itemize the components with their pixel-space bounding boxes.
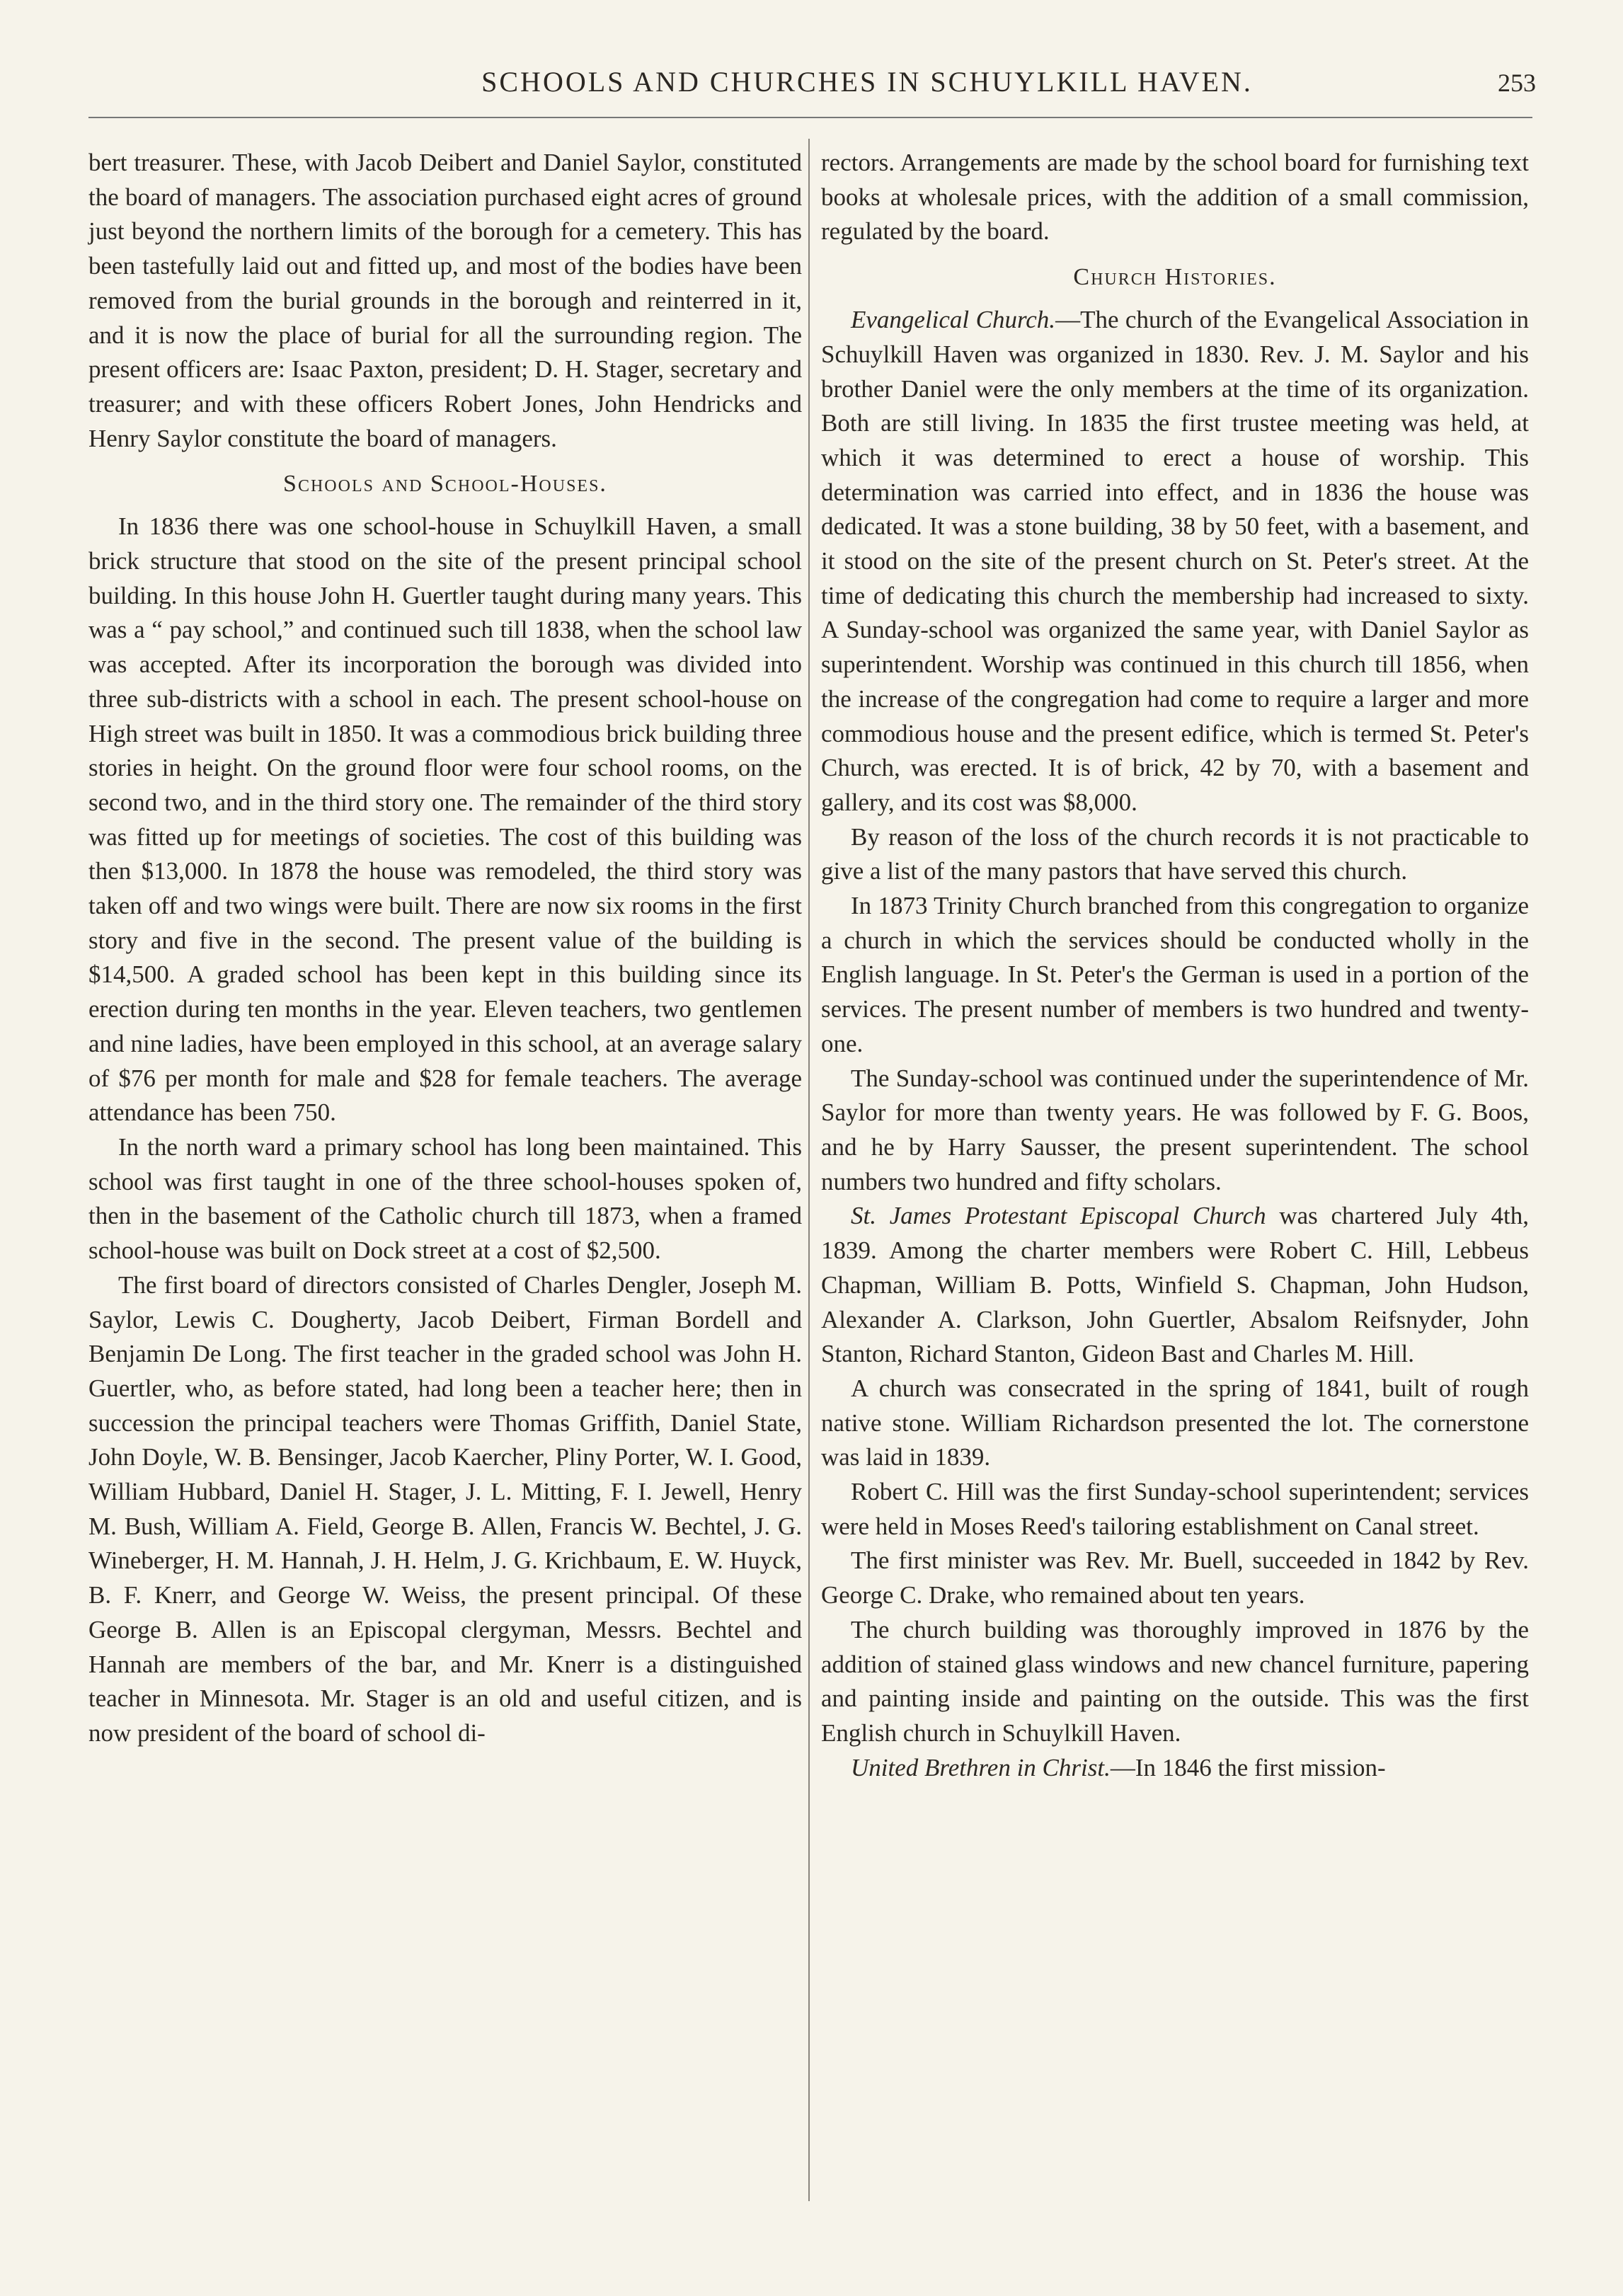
paragraph: bert treasurer. These, with Jacob Deibert and Daniel Saylor, constituted the board of managers. The association purchased eight acres of ground just beyond the northern limits of the borough for a cemetery. This has been tastefully laid out and fitted up, and most of the bodies have been removed from the burial grounds in the borough and reinterred in it, and it is now the place of burial for all the surrounding region. The present officers are: Isaac Paxton, president; D. H. Stager, secretary and treasurer; and with these officers Robert Jones, John Hendricks and Henry Saylor constitute the board of managers. [88,149,802,452]
paragraph: The church building was thoroughly improved in 1876 by the addition of stained glass windows and new chancel furniture, papering and painting inside and painting on the outside. This was the first English church in Schuylkill Haven. [821,1615,1529,1747]
paragraph: The first board of directors consisted of Charles Dengler, Joseph M. Saylor, Lewis C. Dougherty, Jacob Deibert, Firman Bordell and Benjamin De Long. The first teacher in the graded school was John H. Guertler, who, as before stated, had long been a teacher here; then in succession the principal teachers were Thomas Griffith, Daniel State, John Doyle, W. B. Bensinger, Jacob Kaercher, Pliny Porter, W. I. Good, William Hubbard, Daniel H. Stager, J. L. Mitting, F. I. Jewell, Henry M. Bush, William A. Field, George B. Allen, Francis W. Bechtel, J. G. Wineberger, H. M. Hannah, J. H. Helm, J. G. Krichbaum, E. W. Huyck, B. F. Knerr, and George W. Weiss, the present principal. Of these George B. Allen is an Episcopal clergyman, Messrs. Bechtel and Hannah are members of the bar, and Mr. Knerr is a distinguished teacher in Minnesota. Mr. Stager is an old and useful citizen, and is now president of the board of school di- [88,1270,802,1747]
section-heading-schools: Schools and School-Houses. [283,471,607,498]
paragraph: The first minister was Rev. Mr. Buell, succeeded in 1842 by Rev. George C. Drake, who remained about ten years. [821,1546,1529,1609]
section-heading-churches: Church Histories. [1073,264,1277,291]
running-title: SCHOOLS AND CHURCHES IN SCHUYLKILL HAVEN. [481,66,1253,98]
paragraph: Robert C. Hill was the first Sunday-school superintendent; services were held in Moses Reed's tailoring establishment on Canal street. [821,1478,1529,1540]
paragraph-united-brethren [821,1751,1529,1786]
paragraph-evangelical [821,303,1529,820]
left-column [88,146,802,1751]
paragraph: In 1836 there was one school-house in Schuylkill Haven, a small brick structure that stood on the site of the present principal school building. In this house John H. Guertler taught during many years. This was a “ pay school,” and continued such till 1838, when the school law was accepted. After its incorporation the borough was divided into three sub-districts with a school in each. The present school-house on High street was built in 1850. It was a commodious brick building three stories in height. On the ground floor were four school rooms, on the second two, and in the third story one. The remainder of the third story was fitted up for meetings of societies. The cost of this building was then $13,000. In 1878 the house was remodeled, the third story was taken off and two wings were built. There are now six rooms in the first story and five in the second. The present value of the building is $14,500. A graded school has been kept in this building since its erection during ten months in the year. Eleven teachers, two gentlemen and nine ladies, have been employed in this school, at an average salary of $76 per month for male and $28 for female teachers. The average attendance has been 750. [88,512,802,1127]
paragraph: rectors. Arrangements are made by the school board for furnishing text books at wholesale prices, with the addition of a small commission, regulated by the board. [821,149,1529,246]
paragraph-st-james [821,1199,1529,1372]
paragraph: In 1873 Trinity Church branched from this congregation to organize a church in which the services should be conducted wholly in the English language. In St. Peter's the German is used in a portion of the services. The present number of members is two hundred and twenty-one. [821,892,1529,1057]
church-name: United Brethren in Christ. [851,1753,1111,1781]
header-rule [88,117,1532,118]
church-name: St. James Protestant Episcopal Church [851,1202,1266,1230]
column-divider [808,139,810,2201]
paragraph-text: —The church of the Evangelical Association in Schuylkill Haven was organized in 1830. Rev. J. M. Saylor and his brother Daniel were the only members at the time of its organization. Both are still living. In 1835 the first trustee meeting was held, at which it was determined to erect a house of worship. This determination was carried into effect, and in 1836 the house was dedicated. It was a stone building, 38 by 50 feet, with a basement, and it stood on the site of the present church on St. Peter's street. At the time of dedicating this church the membership had increased to sixty. A Sunday-school was organized the same year, with Daniel Saylor as superintendent. Worship was continued in this church till 1856, when the increase of the congregation had come to require a larger and more commodious house and the present edifice, which is termed St. Peter's Church, was erected. It is of brick, 42 by 70, with a basement and gallery, and its cost was $8,000. [821,306,1530,816]
paragraph: By reason of the loss of the church records it is not practicable to give a list of the many pastors that have served this church. [821,822,1529,885]
paragraph: In the north ward a primary school has long been maintained. This school was first taught in one of the three school-houses spoken of, then in the basement of the Catholic church till 1873, when a framed school-house was built on Dock street at a cost of $2,500. [88,1132,802,1265]
page-header [88,65,1536,108]
paragraph-text: was chartered July 4th, 1839. Among the charter members were Robert C. Hill, Lebbeus Chapman, William B. Potts, Winfield S. Chapman, John Hudson, Alexander A. Clarkson, John Guertler, Absalom Reifsnyder, John Stanton, Richard Stanton, Gideon Bast and Charles M. Hill. [821,1202,1529,1368]
paragraph: A church was consecrated in the spring of 1841, built of rough native stone. William Richardson presented the lot. The cornerstone was laid in 1839. [821,1374,1529,1471]
paragraph: The Sunday-school was continued under the superintendence of Mr. Saylor for more than twenty years. He was followed by F. G. Boos, and he by Harry Sausser, the present superintendent. The school numbers two hundred and fifty scholars. [821,1064,1529,1195]
paragraph-text: —In 1846 the first mission- [1110,1753,1386,1781]
church-name: Evangelical Church. [851,306,1056,334]
right-column [821,146,1529,1785]
page-number: 253 [1498,69,1536,97]
